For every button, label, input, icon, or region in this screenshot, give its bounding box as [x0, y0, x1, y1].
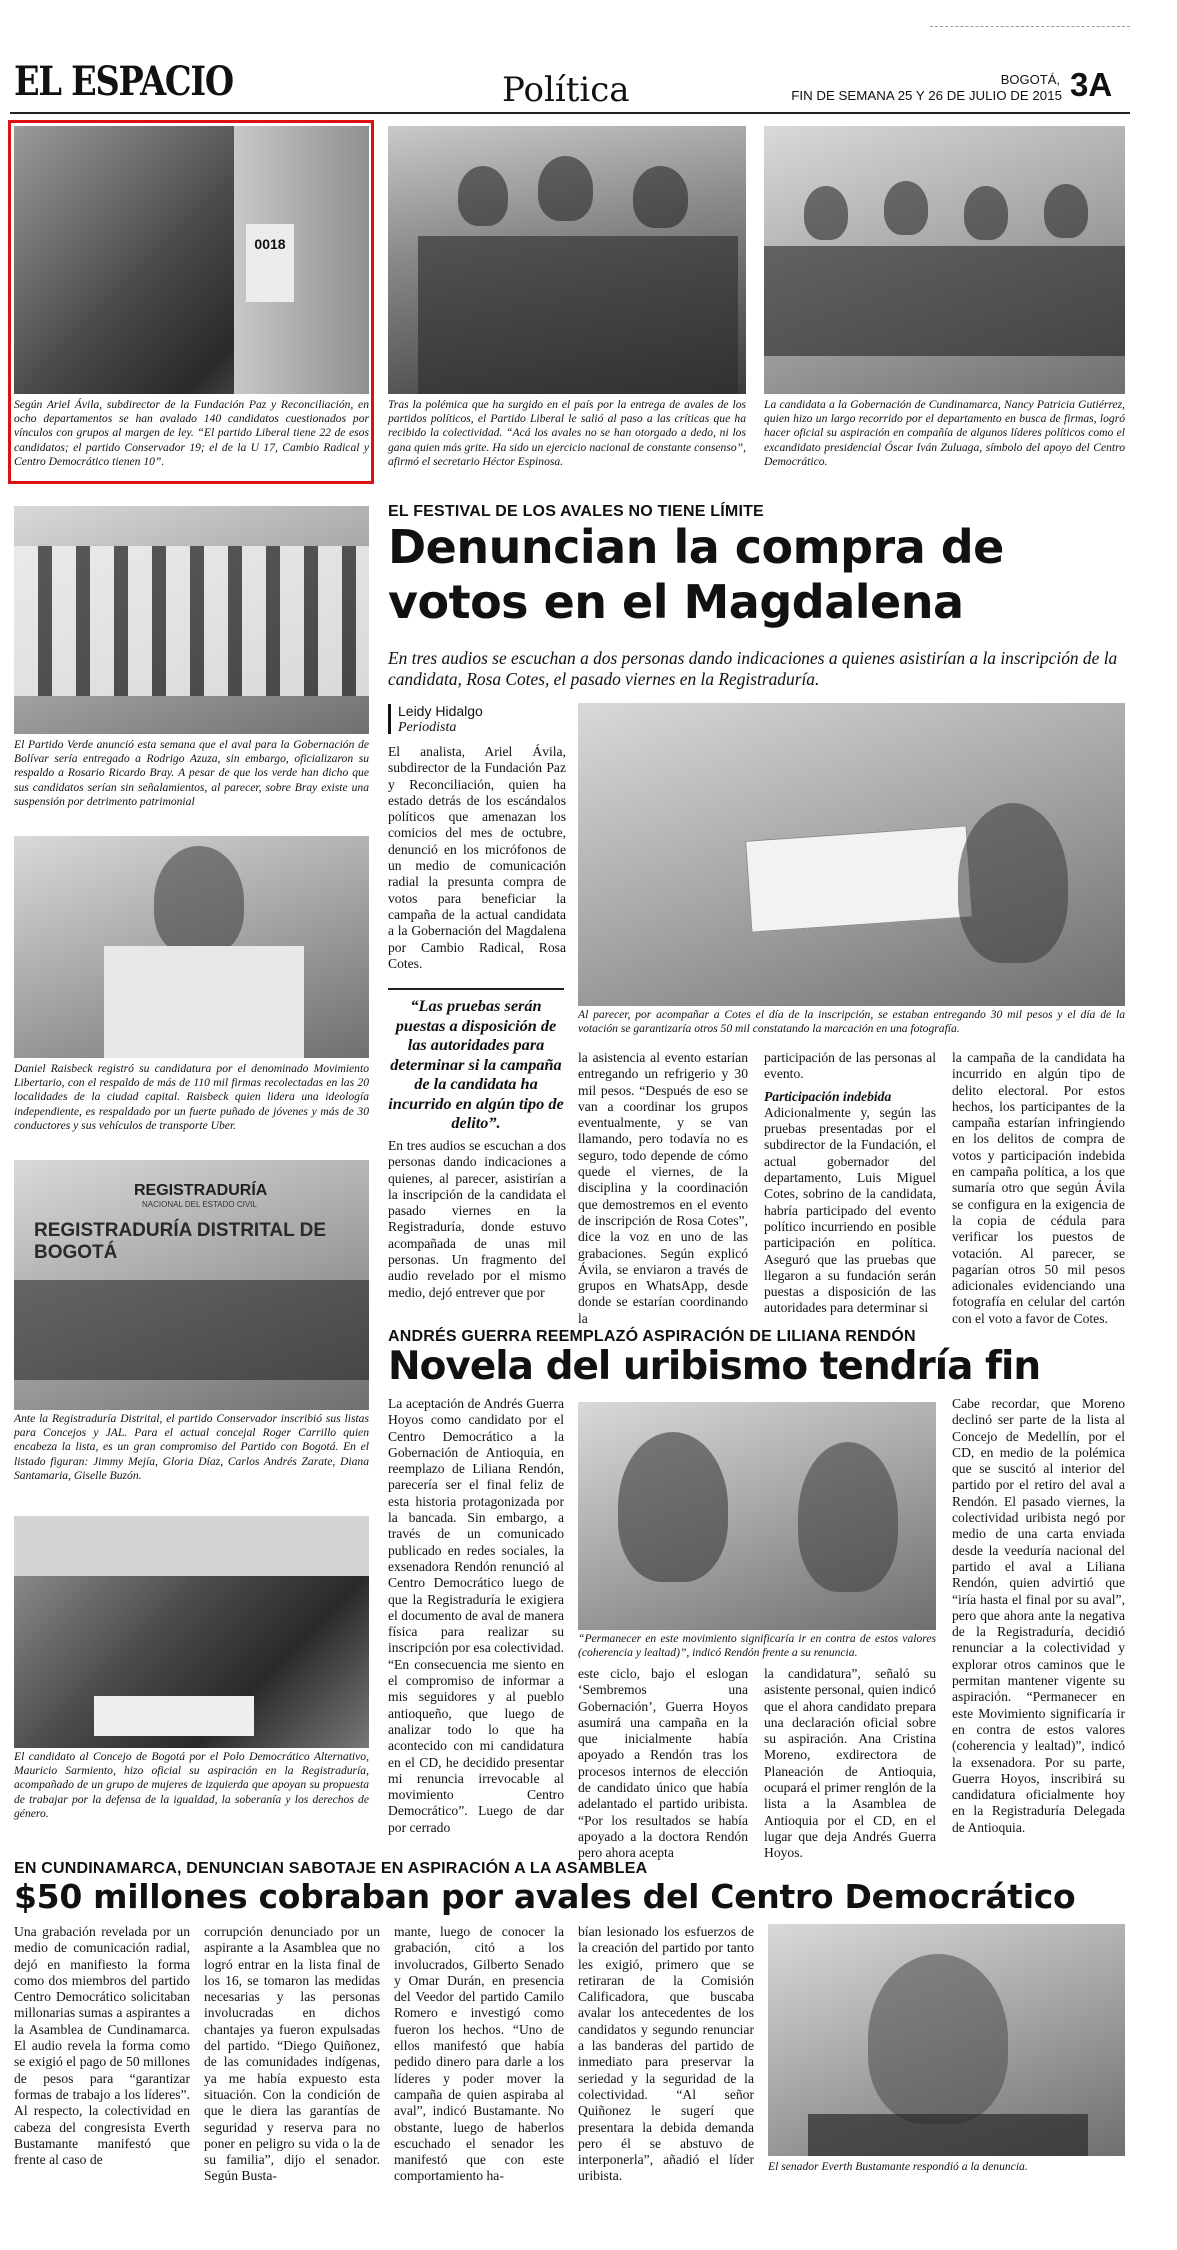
story2-col1: La aceptación de Andrés Guerra Hoyos como candidato por el Centro Democrático a la Gobernación de Antioquia, en reemplazo de Liliana Rendón, parecería ser el final feliz de esta historia protagonizada por la bancada. Sin embargo, a través de un comunicado publicado en redes sociales, la exsenadora Rendón renunció al Centro Democrático luego de que la Registraduría le exigiera el documento de aval de manera física para realizar su inscripción por esa colectividad. “En consecuencia me siento en el compromiso de informar a mis seguidores y al pueblo antioqueño, que luego de analizar todo lo que ha acontecido con mi candidatura en el CD, he decidido presentar mi renuncia irrevocable al movimiento Centro Democrático”. Luego de dar por cerrado	[388, 1396, 564, 1835]
story3-photo-caption: El senador Everth Bustamante respondió a la denuncia.	[768, 2160, 1028, 2173]
byline-bar	[388, 704, 391, 734]
top-photo-1	[14, 126, 369, 394]
story1-deck: En tres audios se escuchan a dos personas dando indicaciones a quienes asistirían a la inscripción de la candidata, Rosa Cotes, el pasado viernes en la Registraduría.	[388, 648, 1118, 689]
story1-photo	[578, 703, 1125, 1006]
ballot-number: 0018	[246, 224, 294, 302]
section-title: Política	[502, 70, 630, 110]
left-photo-4	[14, 1516, 369, 1748]
masthead-logo: EL ESPACIO	[14, 58, 233, 105]
registraduria-subsign: NACIONAL DEL ESTADO CIVIL	[142, 1200, 257, 1209]
story1-col3-subhead: Participación indebida	[764, 1088, 892, 1104]
story1-photo-caption: Al parecer, por acompañar a Cotes el día de la inscripción, se estaban entregando 30 mil pesos y el día de la votación se garantizaría otros 50 mil constatando la marcación en una fotografía.	[578, 1008, 1125, 1036]
story1-col3-body: Adicionalmente y, según las pruebas presentadas por el subdirector de la Fundación, el actual gobernador del departamento, Luis Miguel Cotes, sobrino de la candidata, habría participado del evento político incurriendo en posible participación en política. Aseguró que las pruebas que llegaron a su fundación serán puestas a disposición de las autoridades para determinar si	[764, 1104, 936, 1316]
top-photo-2	[388, 126, 746, 394]
top-caption-2: Tras la polémica que ha surgido en el país por la entrega de avales de los partidos políticos, el Partido Liberal le salió al paso a las críticas que ha recibido la colectividad. “Acá los avales no se han otorgado a dedo, ni los gana quien más grite. Ha sido un ejercicio nacional de constante consenso”, afirmó el secretario Héctor Espinosa.	[388, 398, 746, 468]
story1-col1-top: El analista, Ariel Ávila, subdirector de la Fundación Paz y Reconciliación, quien ha estado detrás de los escándalos políticos que amenazan los comicios del mes de octubre, denunció en los micrófonos de un medio de comunicación radial la presunta compra de votos para beneficiar la campaña de la actual candidata a la Gobernación del Magdalena por Cambio Radical, Rosa Cotes.	[388, 744, 566, 971]
story1-pullquote: “Las pruebas serán puestas a disposición de las autoridades para determinar si la campaña de la candidata ha incurrido en algún tipo de delito”.	[388, 988, 564, 1133]
story3-col2: corrupción denunciado por un aspirante a la Asamblea que no logró entrar en la lista final de los 16, se tomaron las medidas necesarias y las personas involucradas en dichos chantajes ya fueron expulsadas del partido. “Diego Quiñonez, de las comunidades indígenas, ya me había expuesto esta situación. Con la condición de que le diera las garantías de seguridad y reserva para no poner en peligro su vida o la de su familia”, dijo el senador. Según Busta-	[204, 1924, 380, 2184]
left-photo-1	[14, 506, 369, 734]
registraduria-sign: REGISTRADURÍA	[134, 1182, 268, 1199]
masthead-rule	[10, 112, 1130, 114]
story1-headline: Denuncian la compra de votos en el Magdalena	[388, 520, 1004, 629]
left-photo-2	[14, 836, 369, 1058]
story1-col1-bottom: En tres audios se escuchan a dos personas dando indicaciones a quienes, al parecer, asistirían a la inscripción de la candidata el pasado viernes en la Registraduría, donde estuvo acompañada de unas mil personas. Un fragmento del audio revelado por el mismo medio, dejó entrever que por	[388, 1138, 566, 1300]
story2-photo	[578, 1402, 936, 1630]
story1-col2: la asistencia al evento estarían entregando un refrigerio y 30 mil pesos. “Después de eso se van a coordinar los grupos eventualmente, y se van llamando, pero todavía no es seguro, todo depende de cómo quede el viernes, de la disciplina y la coordinación que demostremos en el evento de inscripción de Rosa Cotes”, dice la voz en uno de las grabaciones. Según explicó Ávila, se enviaron a través de grupos en WhatsApp, desde donde se estarían coordinando la	[578, 1050, 748, 1326]
top-caption-3: La candidata a la Gobernación de Cundinamarca, Nancy Patricia Gutiérrez, quien hizo un largo recorrido por el departamento en busca de firmas, logró hacer oficial su aspiración en compañía de algunos líderes políticos como el excandidato presidencial Óscar Iván Zuluaga, símbolo del apoyo del Centro Democrático.	[764, 398, 1125, 468]
story1-kicker: EL FESTIVAL DE LOS AVALES NO TIENE LÍMITE	[388, 503, 764, 520]
story2-headline: Novela del uribismo tendría fin	[388, 1344, 1041, 1389]
left-photo-3	[14, 1160, 369, 1410]
story2-kicker: ANDRÉS GUERRA REEMPLAZÓ ASPIRACIÓN DE LILIANA RENDÓN	[388, 1328, 916, 1345]
masthead-city: BOGOTÁ,	[1000, 72, 1060, 87]
page-number: 3A	[1070, 66, 1113, 103]
story3-photo	[768, 1924, 1125, 2156]
left-caption-4: El candidato al Concejo de Bogotá por el Polo Democrático Alternativo, Mauricio Sarmiento, hizo oficial su aspiración en la Registraduría, acompañado de un grupo de mujeres de izquierda que apoyan su propuesta de trabajar por la defensa de la igualdad, la soberanía y los derechos de género.	[14, 1750, 369, 1820]
story3-kicker: EN CUNDINAMARCA, DENUNCIAN SABOTAJE EN ASPIRACIÓN A LA ASAMBLEA	[14, 1860, 648, 1877]
registraduria-banner: REGISTRADURÍA DISTRITAL DE BOGOTÁ	[34, 1220, 327, 1263]
top-caption-1: Según Ariel Ávila, subdirector de la Fundación Paz y Reconciliación, en ocho departamentos se han avalado 140 candidatos cuestionados por vínculos con grupos al margen de ley. “El partido Liberal tiene 22 de esos candidatos; el partido Conservador 19; el de la U 17, Cambio Radical y Centro Democrático tienen 10”.	[14, 398, 369, 468]
byline-name: Leidy Hidalgo	[398, 703, 483, 719]
story1-col4: la campaña de la candidata ha incurrido en algún tipo de delito electoral. Por estos hechos, los participantes de la campaña estarían infringiendo en los delitos de compra de votos y participación indebida en campaña política, a los que sumaría otro que según Ávila se configura en la exigencia de la copia de cédula para verificar los puestos de votación. Al parecer, se pagarían otros 50 mil pesos adicionales evidenciando una fotografía en celular del cartón con el voto a favor de Cotes.	[952, 1050, 1125, 1326]
story2-photo-caption: “Permanecer en este movimiento significaría ir en contra de estos valores (coherencia y lealtad)”, indicó Rendón frente a su renuncia.	[578, 1632, 936, 1660]
story3-headline: $50 millones cobraban por avales del Centro Democrático	[14, 1877, 1076, 1916]
story2-col4: Cabe recordar, que Moreno declinó ser parte de la lista al Concejo de Medellín, por el CD, en medio de la polémica que se suscitó al interior del partido por el retiro del aval a Rendón. El pasado viernes, la colectividad uribista negó por medio de una carta enviada desde la veeduría nacional del partido el aval a Liliana Rendón, quien advirtió que “iría hasta el final por su aval”, pero que ahora ante la negativa de la Registraduría, decidió renunciar a la colectividad y explorar otros caminos que le permitan mantener vigente su aspiración. “Permanecer en este Movimiento significaría ir en contra de estos valores (coherencia y lealtad)”, indicó la exsenadora. Por su parte, Guerra Hoyos, inscribirá su candidatura oficialmente hoy en la Registraduría Delegada de Antioquia.	[952, 1396, 1125, 1835]
story3-col1: Una grabación revelada por un medio de comunicación radial, dejó en manifiesto la forma como dos miembros del partido Centro Democrático solicitaban millonarias sumas a aspirantes a la Asamblea de Cundinamarca. El audio revela la forma como se exigió el pago de 50 millones de pesos para “garantizar formas de trabajo a los líderes”. Al respecto, la colectividad en cabeza del congresista Everth Bustamante manifestó que frente al caso de	[14, 1924, 190, 2168]
byline-role: Periodista	[398, 720, 457, 735]
left-caption-3: Ante la Registraduría Distrital, el partido Conservador inscribió sus listas para Concejos y JAL. Para el actual concejal Roger Carrillo quien encabeza la lista, es un gran compromiso del Partido con Bogotá. En el listado figuran: Jimmy Mejía, Gloria Díaz, Carlos Andrés Zarate, Diana Santamaria, Giselle Buzón.	[14, 1412, 369, 1482]
top-photo-3	[764, 126, 1125, 394]
masthead-date: FIN DE SEMANA 25 Y 26 DE JULIO DE 2015	[791, 88, 1062, 103]
story3-col4: bían lesionado los esfuerzos de la creación del partido por tanto les exigió, primero que se retiraran de la Comisión Calificadora, que buscaba avalar los antecedentes de los candidatos y segundo renunciar a las banderas del partido de inmediato para preservar la seriedad y la seguridad de la colectividad. “Al señor Quiñonez le sugerí que presentara la debida demanda pero él se abstuvo de interponerla”, añadió el líder uribista.	[578, 1924, 754, 2184]
story1-col3	[764, 1050, 936, 1317]
left-caption-2: Daniel Raisbeck registró su candidatura por el denominado Movimiento Libertario, con el respaldo de más de 110 mil firmas recolectadas en las 20 localidades de la ciudad capital. Raisbeck quien lidera una ideología independiente, es respaldado por un fuerte puñado de jóvenes y más de 30 conductores y sus vehículos de transporte Uber.	[14, 1062, 369, 1132]
story3-col3: mante, luego de conocer la grabación, citó a los involucrados, Gilberto Senado y Omar Durán, en presencia del Veedor del partido Camilo Romero e investigó como fueron los hechos. “Uno de ellos manifestó que había pedido dinero para darle a los líderes y poder mover la campaña de quien aspiraba al aval”, indicó Bustamante. No obstante, luego de haberlos escuchado el senador les manifestó que con este comportamiento ha-	[394, 1924, 564, 2184]
story2-col2: este ciclo, bajo el eslogan ‘Sembremos una Gobernación’, Guerra Hoyos asumirá una campaña en la que inicialmente había apoyado a Rendón tras los procesos internos de elección de candidato único que había adelantado el partido uribista. “Por los resultados se había apoyado a la doctora Rendón pero ahora acepta	[578, 1666, 748, 1861]
story2-col3: la candidatura”, señaló su asistente personal, quien indicó que el ahora candidato prepara una declaración oficial sobre su aspiración. Ana Cristina Moreno, exdirectora de Planeación de Antioquia, ocupará el primer renglón de la lista a la Asamblea de Antioquia por el CD, en el lugar que deja Andrés Guerra Hoyos.	[764, 1666, 936, 1861]
left-caption-1: El Partido Verde anunció esta semana que el aval para la Gobernación de Bolívar sería entregado a Rodrigo Azuza, sin embargo, oficializaron su respaldo a Rosario Ricardo Bray. A pesar de que los verde han dicho que sus candidatos serían sin señalamientos, al parecer, sobre Bray existe una suspensión por detrimento patrimonial	[14, 738, 369, 808]
top-dotted-rule	[930, 26, 1130, 27]
story1-col3-top: participación de las personas al evento.	[764, 1050, 936, 1082]
